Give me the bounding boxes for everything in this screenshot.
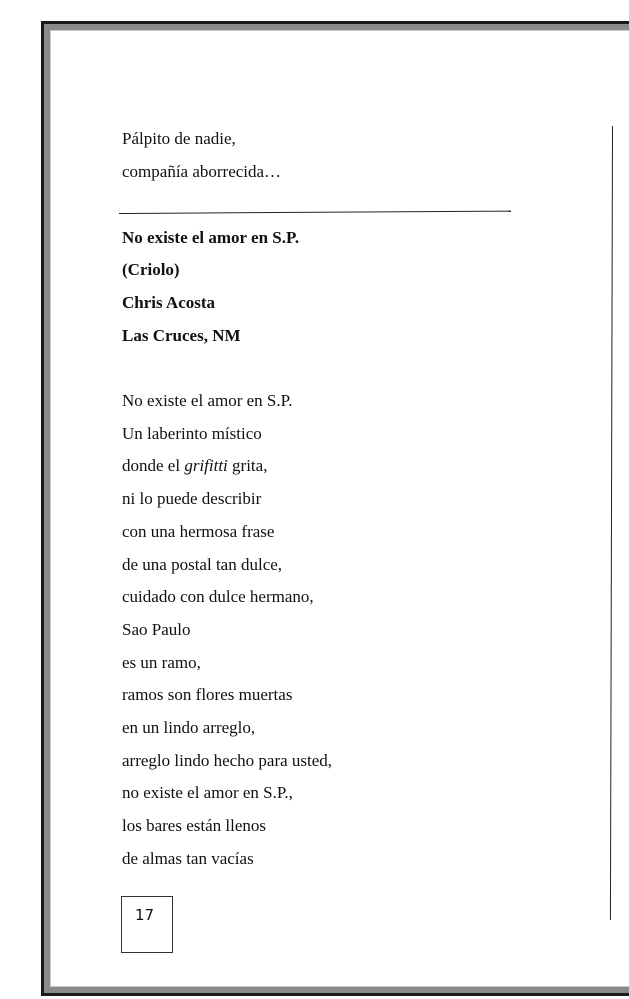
poem-line: de almas tan vacías [122, 848, 254, 868]
poem-line-italic-word: grifitti [184, 456, 228, 476]
poem-subtitle: (Criolo) [122, 260, 180, 279]
poem-line: con una hermosa frase [122, 521, 275, 541]
poem-line: en un lindo arreglo, [122, 718, 256, 737]
poem-line: No existe el amor en S.P. [122, 391, 293, 410]
poem-line: no existe el amor en S.P., [122, 783, 293, 803]
poem-line: ni lo puede describir [122, 489, 262, 509]
poem-line-text: donde el [122, 456, 185, 476]
poem-line: Sao Paulo [122, 619, 191, 639]
poem-line-text: grita, [227, 456, 268, 476]
poem-line: ramos son flores muertas [122, 685, 293, 705]
poem-line [122, 456, 267, 476]
poem-line: es un ramo, [122, 652, 201, 672]
poem-author: Chris Acosta [122, 293, 216, 312]
poem-title: No existe el amor en S.P. [122, 228, 300, 247]
poem-location: Las Cruces, NM [122, 326, 241, 345]
preface-line-1: Pálpito de nadie, [122, 129, 236, 148]
poem-line: Un laberinto místico [122, 423, 262, 443]
poem-line: arreglo lindo hecho para usted, [122, 750, 333, 770]
poem-line: cuidado con dulce hermano, [122, 587, 314, 607]
poem-line: los bares están llenos [122, 816, 266, 836]
poem-line: de una postal tan dulce, [122, 554, 283, 574]
page-number: 17 [135, 906, 155, 924]
preface-line-2: compañía aborrecida… [122, 162, 282, 181]
